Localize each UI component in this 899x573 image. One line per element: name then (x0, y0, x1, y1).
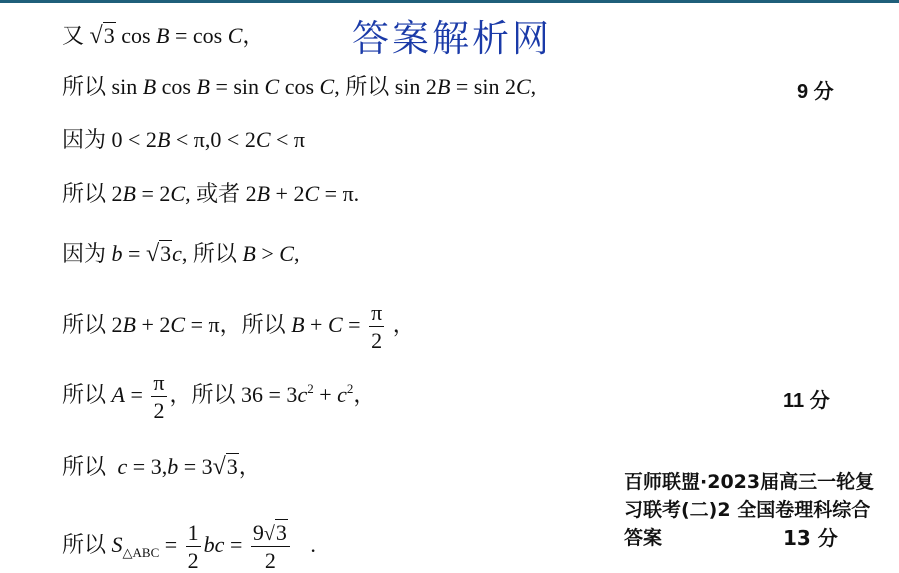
solution-line-8: 所以 c = 3,b = 3√3， (62, 454, 261, 480)
document-footer (624, 468, 874, 552)
footer-line-1: 百师联盟·2023届高三一轮复 (624, 471, 875, 493)
solution-line-6: 所以 2B + 2C = π，所以 B + C = $\frac{\pi}{2}$ ， (62, 300, 415, 353)
fraction-pi-over-2: $\frac{\pi}{2}$ (371, 300, 383, 353)
fraction-pi-over-2: $\frac{\pi}{2}$ (153, 370, 165, 423)
top-border (0, 0, 899, 3)
solution-line-3: 因为 0 < 2B < π,0 < 2C < π (62, 127, 306, 152)
fraction-one-half: $\frac{1}{2}$ (187, 520, 199, 573)
score-9: 9 分 (797, 81, 834, 103)
text: 又 (62, 23, 85, 48)
footer-line-2: 习联考(二)2 全国卷理科综合 (624, 499, 871, 521)
solution-line-5: 因为 b = √3c, 所以 B > C, (62, 241, 300, 267)
solution-line-4: 所以 2B = 2C, 或者 2B + 2C = π. (62, 181, 360, 206)
footer-line-3: 答案 (624, 527, 663, 549)
score-13: 13 分 (783, 526, 838, 550)
solution-line-7: 所以 A = $\frac{\pi}{2}$ ，所以 $36 = 3c^2 + c^2$， (62, 370, 376, 423)
watermark-text: 答案解析网 (352, 17, 552, 60)
solution-line-1: 又 √3 cos B = cos C， (62, 23, 265, 49)
fraction-9-sqrt3-over-2: $\frac{9√3}{2}$ (251, 522, 290, 572)
solution-line-2: 所以 sin B cos B = sin C cos C, 所以 sin 2B = sin 2C, (62, 74, 537, 99)
sqrt-3: √3 (212, 454, 238, 480)
sqrt-3: √3 (145, 241, 172, 267)
sqrt-3: √3 (89, 23, 115, 49)
score-11: 11 分 (783, 390, 830, 412)
solution-line-9: 所以 $S_{\triangle ABC}$ = $\frac{1}{2}$ bc = $\frac{9√3}{2}$ . (62, 520, 316, 573)
